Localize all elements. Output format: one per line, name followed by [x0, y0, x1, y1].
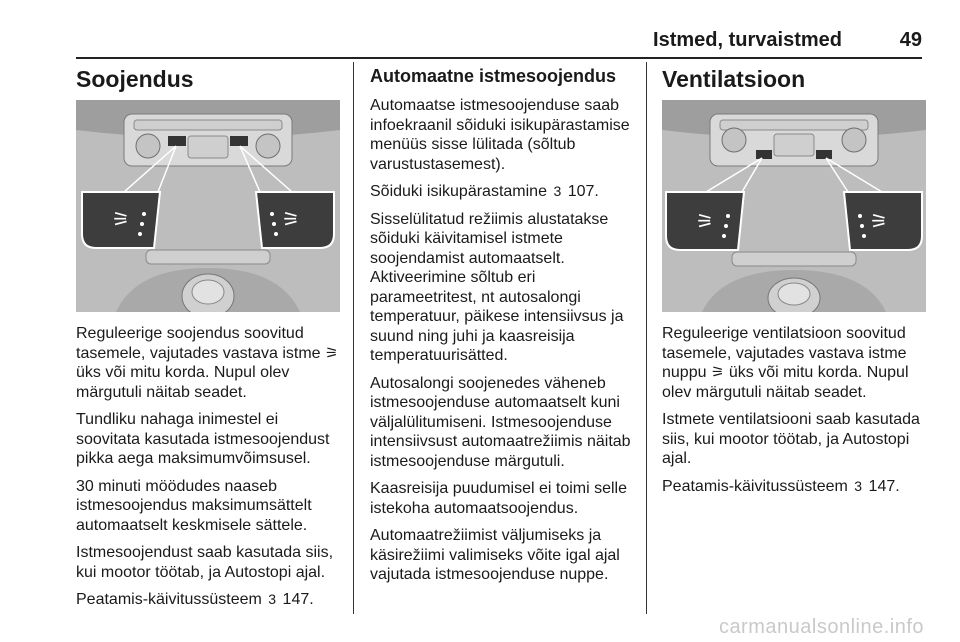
svg-text:⚞: ⚞: [282, 207, 300, 231]
heating-availability: Istmesoojendust saab kasutada siis, kui mootor töötab, ja Autostopi ajal.: [76, 544, 334, 581]
svg-text:⚞: ⚞: [870, 209, 888, 233]
heating-instruction: Reguleerige soojendus soovitud tasemele, vajutades vastava istme ⚞ üks või mitu korda. Nupul olev märgutuli näitab seadet.: [76, 325, 339, 401]
svg-text:⚞: ⚞: [696, 209, 714, 233]
ventilation-availability: Istmete ventilatsiooni saab kasutada siis, kui mootor töötab, ja Autostopi ajal.: [662, 411, 920, 467]
manual-mode-note: Automaatrežiimist väljumiseks ja käsirežiimi valimiseks võite igal ajal vajutada istmesoojenduse nuppe.: [370, 527, 620, 583]
stop-start-reference[interactable]: Peatamis-käivitussüsteem 3 147.: [76, 591, 314, 608]
ventilated-seat-buttons-figure: [662, 100, 926, 312]
personalisation-reference[interactable]: Sõiduki isikupärastamine 3 107.: [370, 183, 599, 200]
heated-seat-buttons-figure: [76, 100, 340, 312]
heating-skin-warning: Tundliku nahaga inimestel ei soovitata kasutada istmesoojendust pikka aega maksimumvõimsusel.: [76, 411, 330, 467]
ventilation-column: [662, 64, 926, 504]
watermark: carmanualsonline.info: [718, 616, 924, 638]
section-title: Istmed, turvaistmed: [653, 29, 842, 51]
auto-heating-intro: Automaatse istmesoojenduse saab infoekraanil sõiduki isikupärastamise menüüs sisse lülitada (sõltub varustustasemest).: [370, 97, 630, 173]
ventilation-instruction: Reguleerige ventilatsioon soovitud tasemele, vajutades vastava istme nuppu ⚞ üks või mitu korda. Nupul olev märgutuli näitab seadet.: [662, 325, 909, 401]
page-reference-icon: 3: [854, 477, 863, 494]
column-divider: [353, 62, 354, 614]
heading-heating: Soojendus: [76, 66, 194, 92]
passenger-absence-note: Kaasreisija puudumisel ei toimi selle istekoha automaatsoojendus.: [370, 480, 628, 517]
svg-text:⚞: ⚞: [112, 207, 130, 231]
heating-column: [76, 64, 340, 618]
auto-heating-reduction: Autosalongi soojenedes väheneb istmesoojenduse automaatselt kuni väljalülitumiseni. Istmesoojenduse intensiivsust automaatrežiimis näitab istmesoojenduse märgutuli.: [370, 374, 631, 470]
page-header: [0, 22, 960, 62]
column-divider: [646, 62, 647, 614]
seat-heating-icon: ⚞: [325, 344, 339, 362]
auto-heating-activation: Sisselülitatud režiimis alustatakse sõiduki käivitamisel istmete soojendamist automaatselt. Aktiveerimine sõltub eri parameetritest, nt autosalongi temperatuur, päikese intensiivsus ja suund ning juhi ja kaasreisija temperatuurisätted.: [370, 210, 624, 364]
page-reference-icon: 3: [553, 183, 562, 199]
heading-auto-heating: Automaatne istmesoojendus: [370, 66, 617, 86]
heading-ventilation: Ventilatsioon: [662, 66, 806, 92]
auto-heating-column: [370, 64, 632, 593]
page-number: 49: [899, 29, 922, 51]
header-rule: [76, 57, 922, 59]
page-reference-icon: 3: [268, 591, 277, 607]
seat-ventilation-icon: ⚞: [710, 364, 725, 381]
heating-timeout-note: 30 minuti möödudes naaseb istmesoojendus maksimumsättelt automaatselt keskmisele sättele.: [76, 477, 312, 534]
stop-start-reference[interactable]: Peatamis-käivitussüsteem 3 147.: [662, 477, 900, 495]
